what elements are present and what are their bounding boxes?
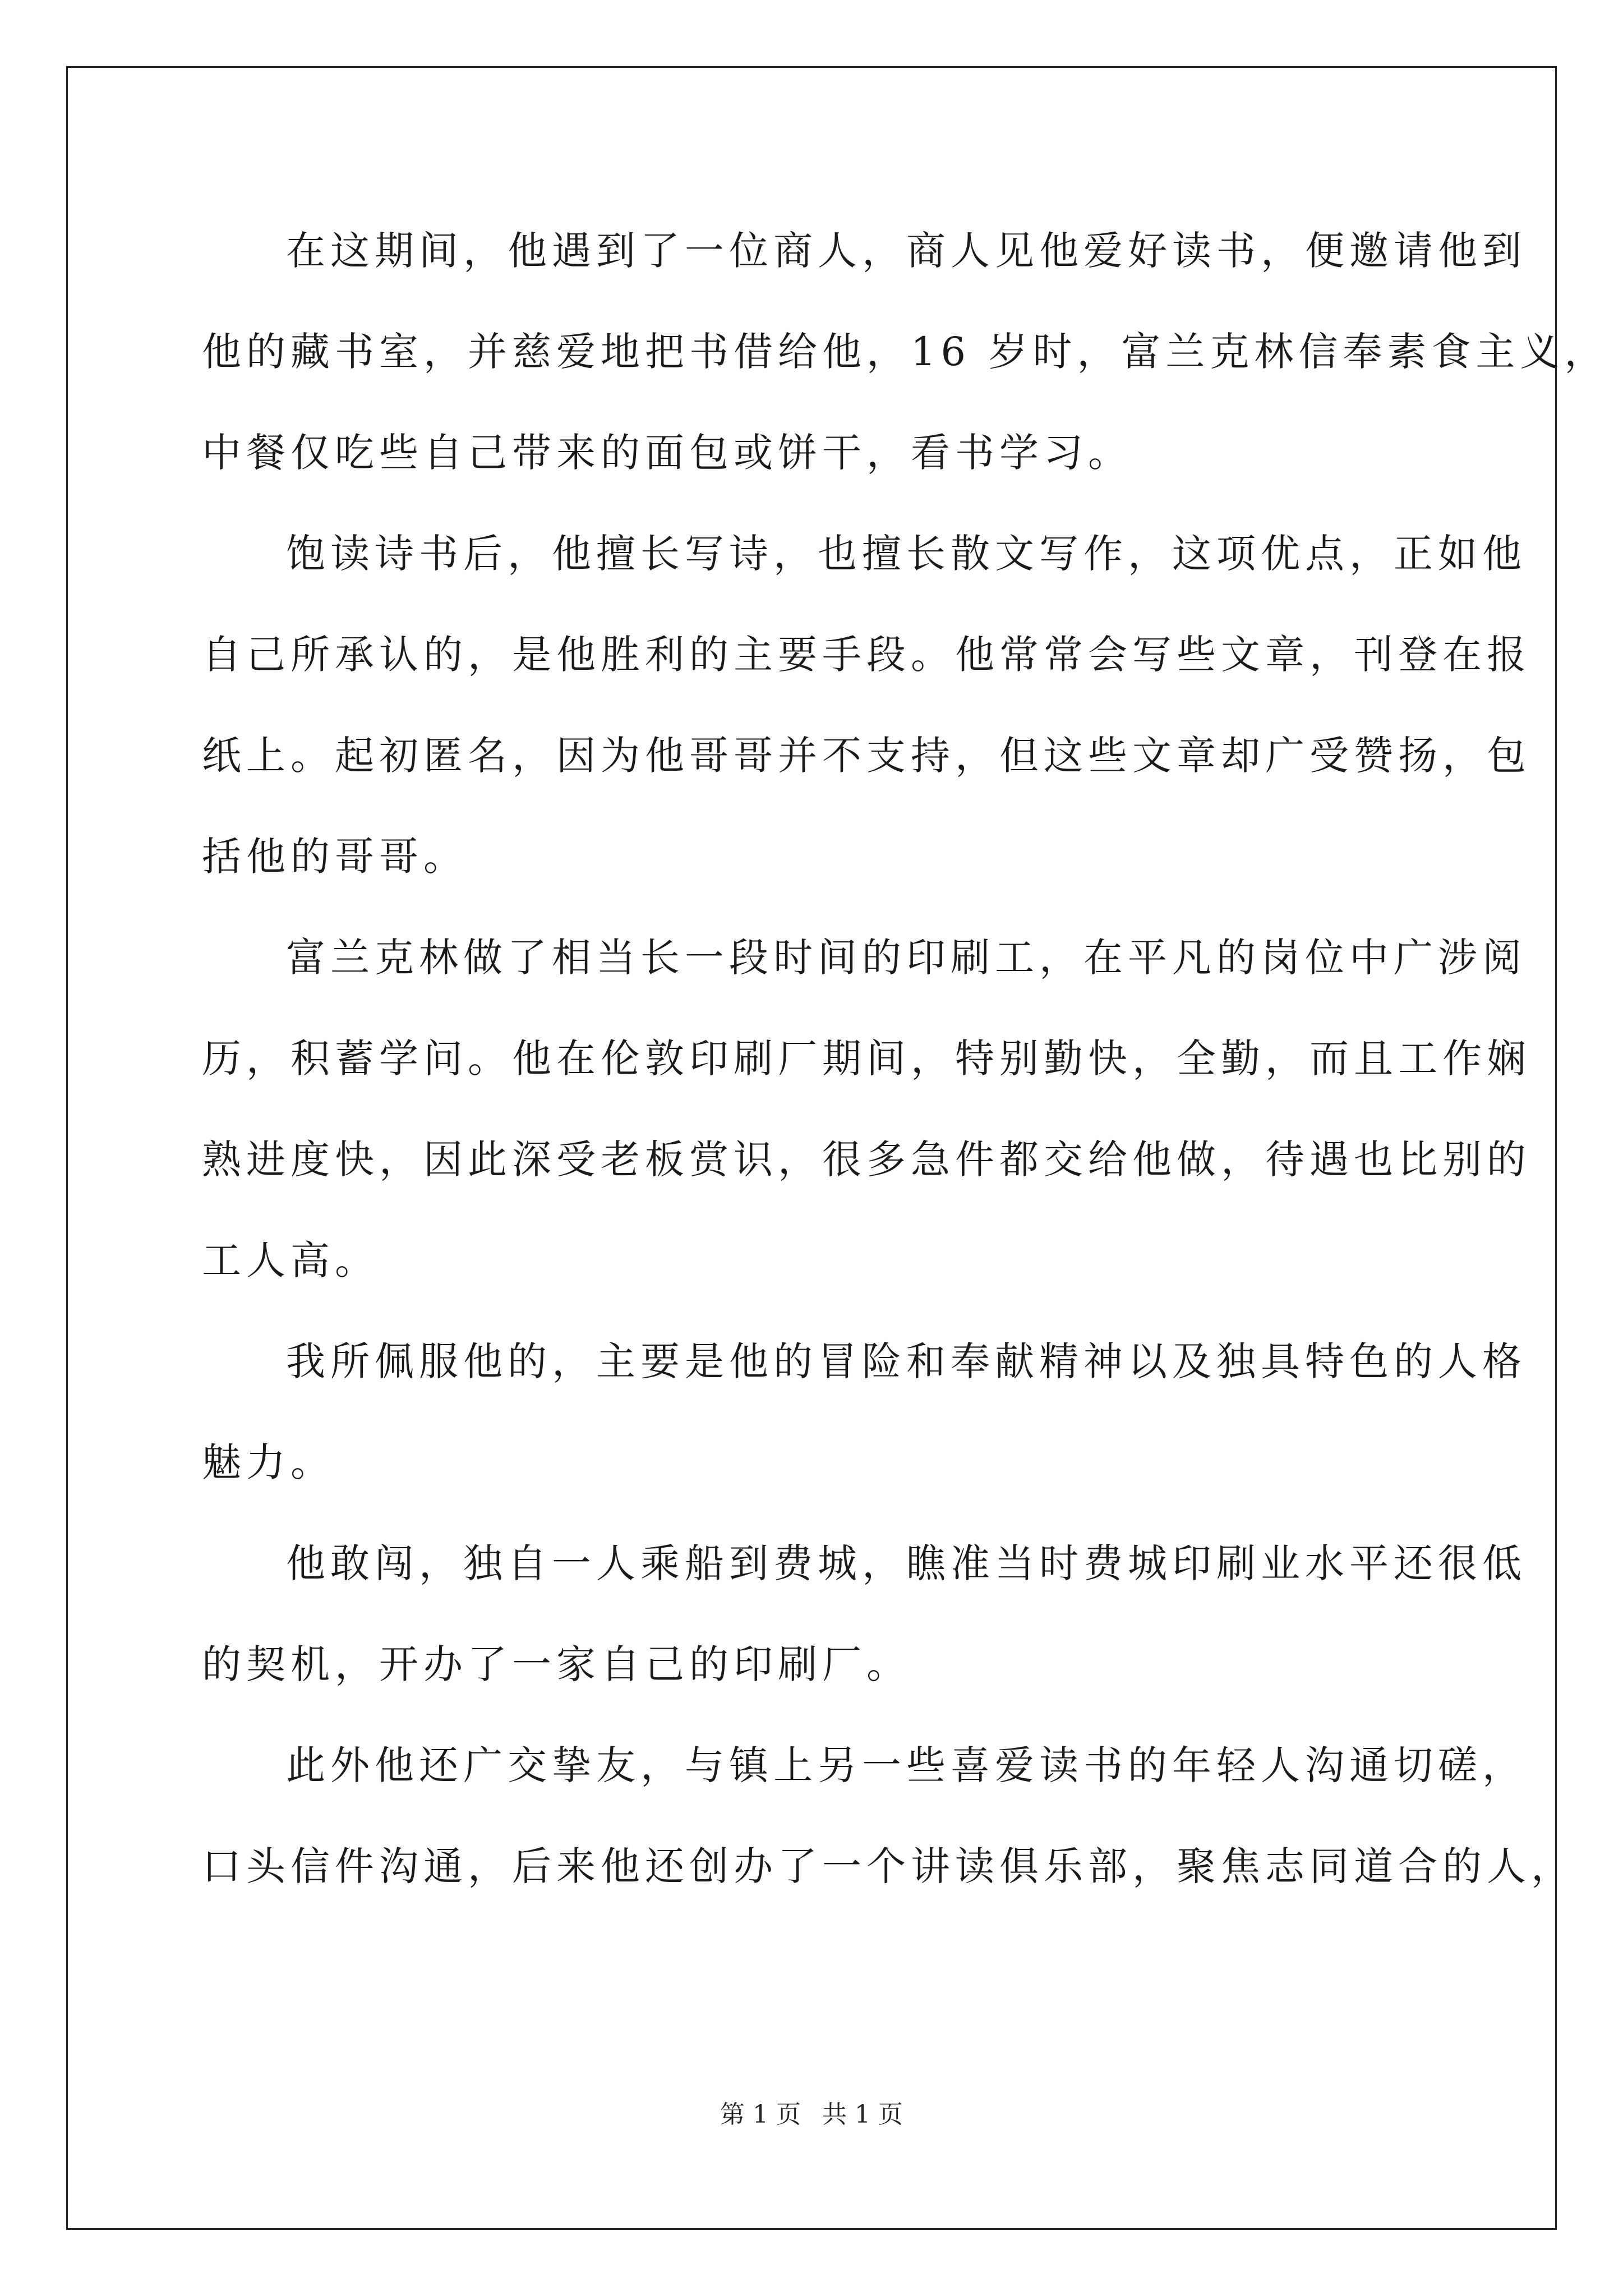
text-line: 他敢闯，独自一人乘船到费城，瞧准当时费城印刷业水平还很低 bbox=[286, 1540, 1527, 1586]
text-line: 括他的哥哥。 bbox=[202, 834, 468, 880]
text-line: 魅力。 bbox=[202, 1439, 335, 1485]
text-line: 他的藏书室，并慈爱地把书借给他，16 岁时，富兰克林信奉素食主义， bbox=[202, 329, 1609, 375]
page-number: 第 1 页 bbox=[720, 2100, 801, 2129]
text-line: 富兰克林做了相当长一段时间的印刷工，在平凡的岗位中广涉阅 bbox=[286, 935, 1527, 981]
text-line: 在这期间，他遇到了一位商人，商人见他爱好读书，便邀请他到 bbox=[286, 228, 1527, 274]
text-line: 此外他还广交挚友，与镇上另一些喜爱读书的年轻人沟通切磋， bbox=[286, 1742, 1527, 1788]
text-line: 熟进度快，因此深受老板赏识，很多急件都交给他做，待遇也比别的 bbox=[202, 1137, 1531, 1182]
page-footer bbox=[0, 2099, 1623, 2131]
text-line: 口头信件沟通，后来他还创办了一个讲读俱乐部，聚焦志同道合的人， bbox=[202, 1843, 1575, 1889]
page-total: 共 1 页 bbox=[822, 2100, 903, 2129]
text-line: 纸上。起初匿名，因为他哥哥并不支持，但这些文章却广受赞扬，包 bbox=[202, 733, 1531, 779]
text-line: 的契机，开办了一家自己的印刷厂。 bbox=[202, 1641, 911, 1687]
text-line: 自己所承认的，是他胜利的主要手段。他常常会写些文章，刊登在报 bbox=[202, 632, 1531, 678]
text-line: 我所佩服他的，主要是他的冒险和奉献精神以及独具特色的人格 bbox=[286, 1338, 1527, 1384]
text-line: 饱读诗书后，他擅长写诗，也擅长散文写作，这项优点，正如他 bbox=[286, 531, 1527, 577]
text-line: 工人高。 bbox=[202, 1237, 379, 1283]
text-line: 中餐仅吃些自己带来的面包或饼干，看书学习。 bbox=[202, 430, 1132, 476]
text-line: 历，积蓄学问。他在伦敦印刷厂期间，特别勤快，全勤，而且工作娴 bbox=[202, 1036, 1531, 1082]
